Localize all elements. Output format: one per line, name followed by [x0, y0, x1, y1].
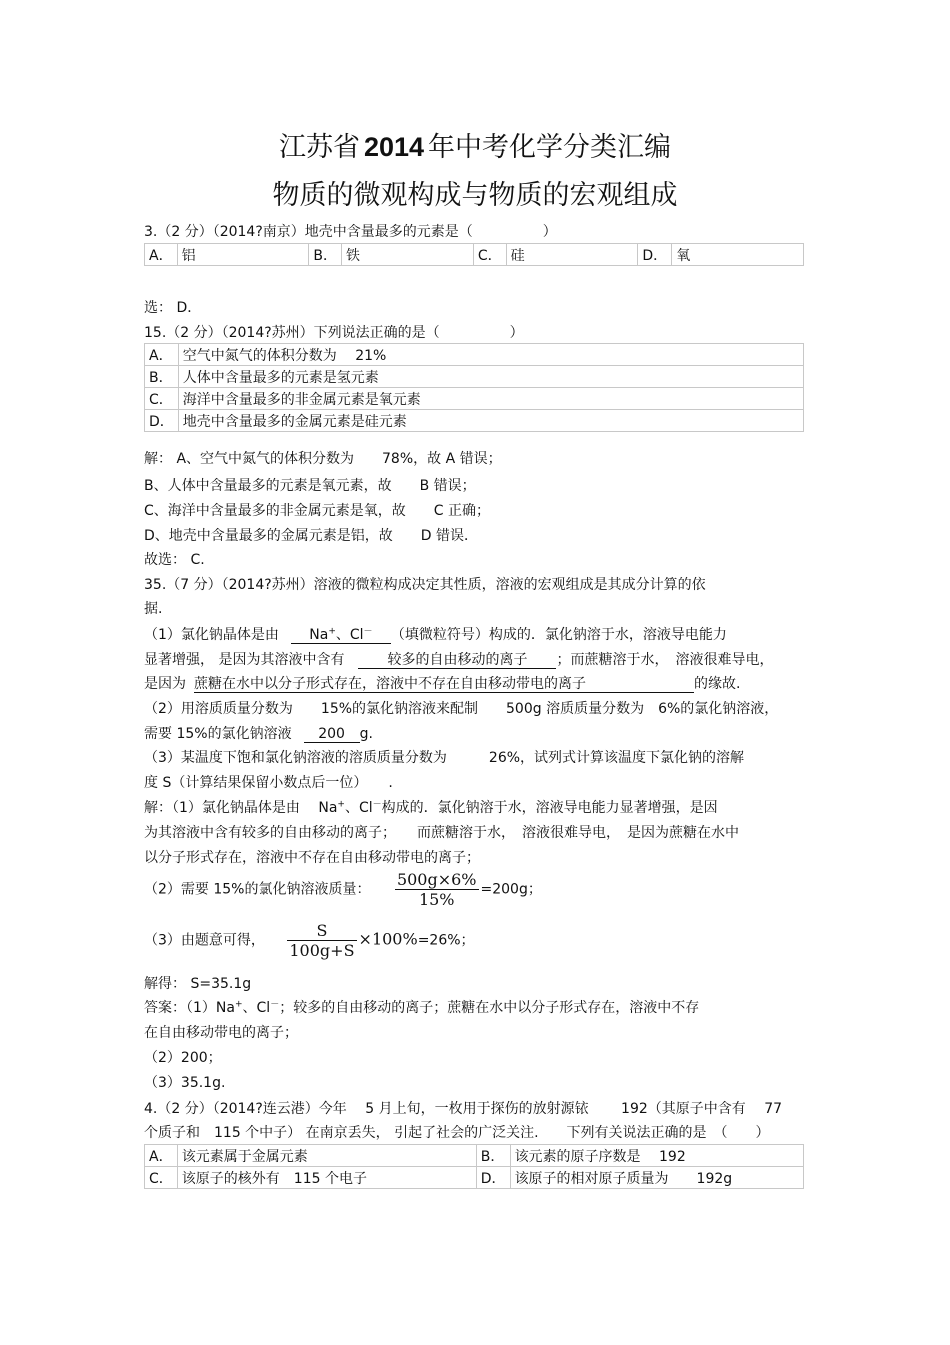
sol-text: =200g；: [480, 881, 542, 898]
q35-answer-line4: （3）35.1g.: [144, 1075, 226, 1091]
q35-blank-mass: 200: [304, 727, 360, 743]
q15-option-a-text: 空气中氮气的体积分数为 21%: [178, 344, 803, 366]
q35-blank-sucrose-reason: 蔗糖在水中以分子形式存在，溶液中不存在自由移动带电的离子: [194, 677, 694, 693]
q35-answer-line3: （2）200；: [144, 1050, 222, 1066]
q15-stem: 15.（2 分）（2014?苏州）下列说法正确的是（ ）: [144, 325, 524, 341]
q35-p2-text-a: 显著增强， 是因为其溶液中含有: [144, 652, 345, 668]
q15-solution-line: D、地壳中含量最多的金属元素是铝，故 D 错误．: [144, 528, 479, 544]
sol-text: 构成的．氯化钠溶于水，溶液导电能力显著增强，是因: [381, 800, 718, 816]
q3-option-c-text: 硅: [506, 244, 638, 266]
sol-text: 解：（1）氯化钠晶体是由 Na: [144, 800, 338, 816]
q3-option-b-text: 铁: [342, 244, 474, 266]
q4-stem-cont: 个质子和 115 个中子） 在南京丢失， 引起了社会的广泛关注. 下列有关说法正确的是 （ ）: [144, 1125, 770, 1141]
fraction-numerator: 500g×6%: [396, 870, 477, 889]
q3-answer: 选： D．: [144, 300, 202, 316]
q15-option-b-label: B．: [145, 366, 179, 388]
plus-charge: +: [328, 626, 336, 637]
q4-option-b-label: B．: [476, 1145, 510, 1167]
fraction-numerator: S: [287, 921, 356, 941]
q35-p1-text-b: （填微粒符号）构成的．氯化钠溶于水，溶液导电能力: [390, 627, 727, 643]
q3-option-b-label: B．: [309, 244, 342, 266]
q15-options: [144, 343, 804, 432]
sol-text: （3）由题意可得，: [144, 932, 265, 949]
q4-option-d-text: 该原子的相对原子质量为 192g: [510, 1167, 803, 1189]
q15-option-c-text: 海洋中含量最多的非金属元素是氧元素: [178, 388, 803, 410]
q35-p5-text-b: g.: [359, 726, 373, 742]
q15-option-d-label: D．: [145, 410, 179, 432]
document-title-line1: [0, 125, 950, 164]
q35-p5-text-a: 需要 15%的氯化钠溶液: [144, 726, 292, 742]
plus-charge: +: [337, 799, 345, 810]
q35-solution-result: 解得： S=35.1g: [144, 976, 252, 992]
q4-option-a-text: 该元素属于金属元素: [177, 1145, 476, 1167]
q35-solution-calc3: [144, 921, 475, 960]
q3-option-a-label: A．: [145, 244, 178, 266]
q3-options: [144, 243, 804, 266]
ans-text: ；较多的自由移动的离子；蔗糖在水中以分子形式存在，溶液中不存: [279, 1000, 700, 1016]
q3-option-d-label: D．: [638, 244, 672, 266]
q35-solution-line2: 为其溶液中含有较多的自由移动的离子； 而蔗糖溶于水， 溶液很难导电， 是因为蔗糖在水中: [144, 825, 739, 841]
q35-p2-text-b: ；而蔗糖溶于水， 溶液很难导电，: [556, 652, 774, 668]
q35-solution-calc2: [144, 870, 542, 909]
q4-option-c-label: C．: [145, 1167, 178, 1189]
q3-option-d-text: 氧: [672, 244, 804, 266]
title-year: 2014: [363, 132, 425, 162]
minus-charge: －: [372, 799, 382, 810]
q35-part2-line1: （2）用溶质质量分数为 15%的氯化钠溶液来配制 500g 溶质质量分数为 6%的氯化钠溶液，: [144, 701, 779, 717]
q35-p1-text-a: （1）氯化钠晶体是由: [144, 627, 279, 643]
sol-text: （2）需要 15%的氯化钠溶液质量：: [144, 881, 371, 898]
q4-option-b-text: 该元素的原子序数是 192: [510, 1145, 803, 1167]
times-percent: ×100%: [358, 929, 418, 949]
q35-p3-text-b: 的缘故.: [694, 676, 741, 692]
fraction-denominator: 100g+S: [289, 941, 355, 960]
ans-text: 、Cl: [242, 1000, 271, 1016]
q4-option-c-text: 该原子的核外有 115 个电子: [177, 1167, 476, 1189]
q15-option-c-label: C．: [145, 388, 179, 410]
q35-answer-line2: 在自由移动带电的离子；: [144, 1025, 298, 1041]
q3-option-c-label: C．: [473, 244, 506, 266]
solubility-fraction-formula: [287, 921, 356, 960]
minus-charge: －: [363, 626, 373, 637]
ans-text: 答案：（1）Na: [144, 1000, 235, 1016]
q35-solution-line3: 以分子形式存在，溶液中不存在自由移动带电的离子；: [144, 850, 480, 866]
q4-options: [144, 1144, 804, 1189]
title-prefix: 江苏省: [278, 132, 360, 163]
q35-stem-cont: 据.: [144, 601, 163, 617]
q3-option-a-text: 铝: [177, 244, 309, 266]
document-title-line2: 物质的微观构成与物质的宏观组成: [272, 180, 678, 211]
q35-part2-line2: [144, 723, 373, 743]
q15-option-b-text: 人体中含量最多的元素是氢元素: [178, 366, 803, 388]
q35-answer-line1: [144, 997, 699, 1017]
q35-solution-line1: [144, 797, 718, 817]
q3-stem: 3.（2 分）（2014?南京）地壳中含量最多的元素是（ ）: [144, 224, 557, 240]
q35-p3-text-a: 是因为: [144, 676, 186, 692]
q15-solution-line: 解： A、空气中氮气的体积分数为 78%，故 A 错误；: [144, 451, 502, 467]
q35-stem: 35.（7 分）（2014?苏州）溶液的微粒构成决定其性质，溶液的宏观组成是其成分计算的依: [144, 577, 706, 593]
q35-blank-ions: [291, 628, 391, 644]
sol-text: 、Cl: [344, 800, 373, 816]
fraction-denominator: 15%: [418, 890, 455, 909]
cl-symbol: Cl: [349, 627, 364, 643]
ion-separator: 、: [335, 627, 350, 643]
q35-part3-line2: 度 S（计算结果保留小数点后一位） .: [144, 775, 393, 791]
q4-option-a-label: A．: [145, 1145, 178, 1167]
q15-answer: 故选： C.: [144, 552, 205, 568]
q35-part1-line3: [144, 673, 740, 693]
q15-option-d-text: 地壳中含量最多的金属元素是硅元素: [178, 410, 803, 432]
sol-text: =26%；: [417, 932, 475, 949]
q35-blank-free-ions: 较多的自由移动的离子: [358, 653, 556, 669]
q4-stem: 4.（2 分）（2014?连云港）今年 5 月上旬，一枚用于探伤的放射源铱 192（其原子中含有 77: [144, 1101, 783, 1117]
q15-solution-line: B、人体中含量最多的元素是氧元素，故 B 错误；: [144, 478, 476, 494]
na-symbol: Na: [309, 627, 329, 643]
q35-part1-line1: [144, 624, 727, 644]
q35-part1-line2: [144, 649, 773, 669]
title-suffix: 年中考化学分类汇编: [428, 132, 672, 163]
plus-charge: +: [234, 999, 243, 1010]
mass-fraction-formula: [395, 870, 479, 909]
q35-part3-line1: （3）某温度下饱和氯化钠溶液的溶质质量分数为 26%，试列式计算该温度下氯化钠的溶解: [144, 750, 745, 766]
q15-solution-line: C、海洋中含量最多的非金属元素是氧，故 C 正确；: [144, 503, 490, 519]
minus-charge: －: [270, 999, 280, 1010]
q15-option-a-label: A．: [145, 344, 179, 366]
q4-option-d-label: D．: [476, 1167, 510, 1189]
